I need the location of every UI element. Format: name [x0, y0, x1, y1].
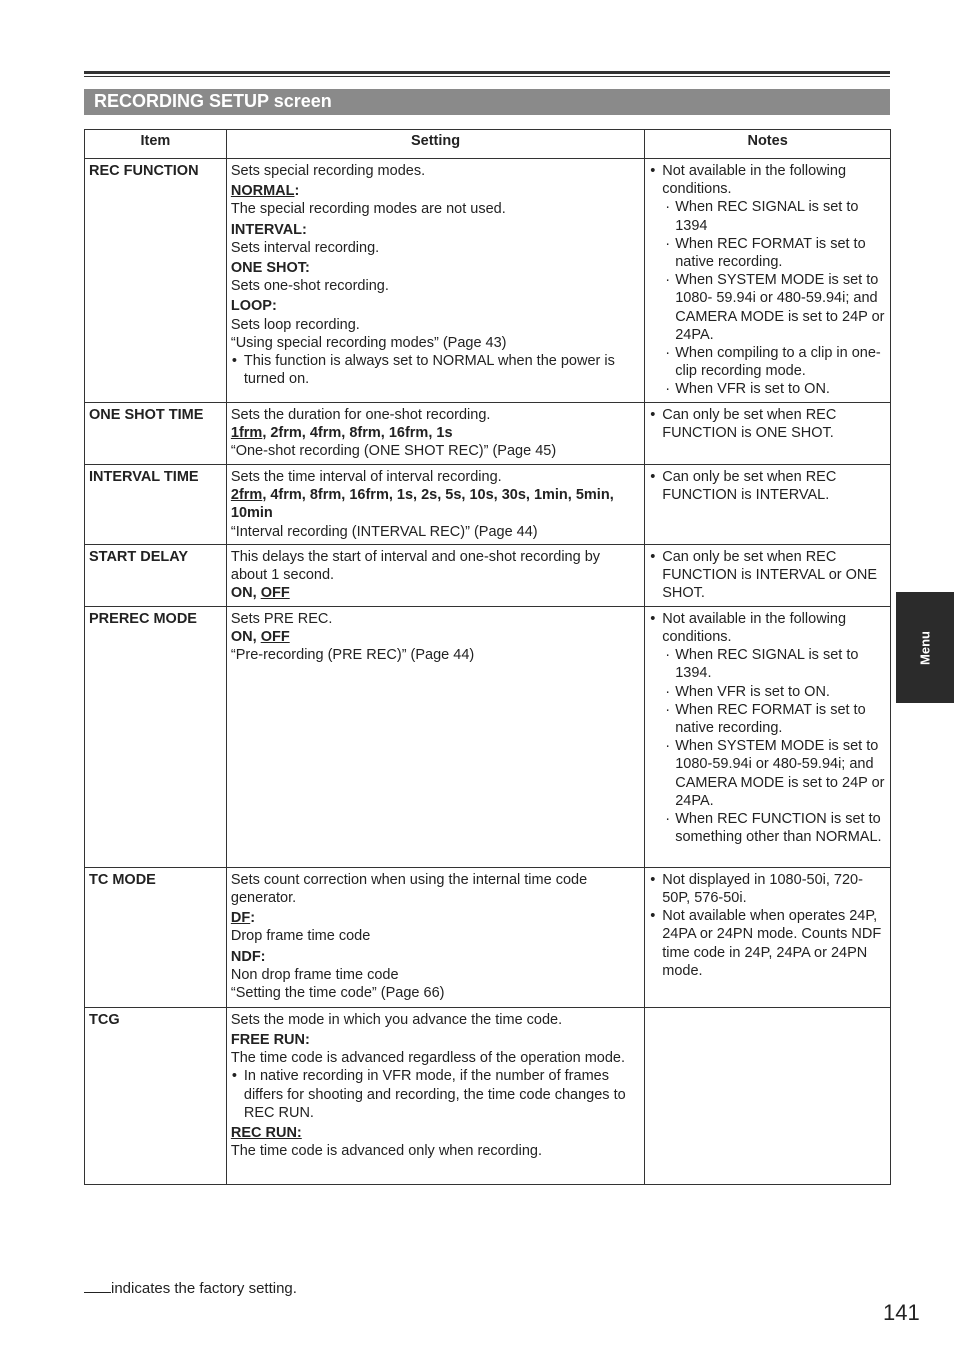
option-desc: Sets one-shot recording. [230, 278, 389, 295]
option-label: INTERVAL: [230, 221, 307, 238]
default-option: NORMAL [230, 183, 295, 200]
setting-cell [226, 606, 644, 867]
item-rec-function: REC FUNCTION [85, 159, 227, 403]
page-reference: “One-shot recording (ONE SHOT REC)” (Page 45) [230, 443, 557, 460]
footnote-text: indicates the factory setting. [111, 1280, 297, 1297]
option-on: ON, [230, 585, 261, 602]
setting-desc: This delays the start of interval and one-shot recording by about 1 second. [230, 548, 601, 584]
note-condition: · When VFR is set to ON. [649, 380, 886, 398]
notes-cell [645, 1007, 891, 1184]
bullet-note: • In native recording in VFR mode, if the number of frames differs for shooting and recording, the time code changes to REC RUN. [231, 1067, 640, 1122]
table-row [85, 403, 891, 465]
page-reference: “Using special recording modes” (Page 43) [230, 334, 507, 351]
notes-cell [645, 606, 891, 867]
column-header-item: Item [85, 130, 227, 159]
option-desc: Sets loop recording. [230, 316, 360, 333]
note-condition: · When VFR is set to ON. [649, 683, 886, 701]
default-option: OFF [260, 585, 290, 602]
note-condition: · When REC SIGNAL is set to 1394 [649, 198, 886, 234]
note-condition: · When SYSTEM MODE is set to 1080- 59.94i or 480-59.94i; and CAMERA MODE is set to 24P or 24PA. [649, 271, 886, 344]
setting-desc: Sets the duration for one-shot recording. [230, 407, 491, 423]
other-options: , 4frm, 8frm, 16frm, 1s, 2s, 5s, 10s, 30s, 1min, 5min, 10min [230, 487, 614, 522]
option-desc: Non drop frame time code [230, 966, 399, 983]
setting-desc: Sets the time interval of interval recording. [230, 469, 502, 485]
page-reference: “Pre-recording (PRE REC)” (Page 44) [230, 647, 475, 664]
note-condition: · When REC FORMAT is set to native recording. [649, 235, 886, 271]
setting-cell [226, 867, 644, 1007]
option-desc: The special recording modes are not used. [230, 201, 506, 218]
top-rule-thin [84, 76, 890, 77]
setting-desc: Sets PRE REC. [230, 610, 333, 627]
note-intro: • Not available in the following conditions. [649, 162, 886, 198]
table-row [85, 867, 891, 1007]
other-options: , 2frm, 4frm, 8frm, 16frm, 1s [262, 425, 453, 442]
option-label: DF: [230, 910, 256, 927]
setting-cell [226, 544, 644, 606]
option-on: ON, [230, 629, 261, 646]
note-condition: · When REC FORMAT is set to native recording. [649, 701, 886, 737]
note-condition: · When compiling to a clip in one-clip recording mode. [649, 344, 886, 380]
notes-cell [645, 544, 891, 606]
column-header-setting: Setting [226, 130, 644, 159]
setting-desc: Sets the mode in which you advance the time code. [230, 1011, 563, 1028]
option-label: FREE RUN: [230, 1032, 310, 1049]
option-list [231, 486, 640, 522]
option-label [231, 1124, 640, 1142]
notes-cell [645, 403, 891, 465]
default-option: REC RUN: [230, 1125, 302, 1142]
page-number: 141 [883, 1300, 920, 1325]
option-desc: The time code is advanced regardless of the operation mode. [230, 1050, 626, 1067]
table-row [85, 544, 891, 606]
side-tab-label: Menu [917, 630, 933, 665]
notes-cell [645, 159, 891, 403]
column-header-notes: Notes [645, 130, 891, 159]
note-intro: • Not available in the following conditions. [649, 610, 886, 646]
option-desc: The time code is advanced only when recording. [230, 1143, 542, 1160]
note: • Not displayed in 1080-50i, 720-50P, 576-50i. [649, 871, 886, 907]
menu-side-tab [896, 592, 954, 703]
item-interval-time: INTERVAL TIME [85, 465, 227, 545]
item-prerec-mode: PREREC MODE [85, 606, 227, 867]
item-start-delay: START DELAY [85, 544, 227, 606]
setting-desc: Sets special recording modes. [230, 163, 426, 179]
setting-cell [226, 159, 644, 403]
note-condition: · When REC FUNCTION is set to something other than NORMAL. [649, 810, 886, 846]
option-list [231, 628, 640, 646]
underline-blank [84, 1278, 111, 1293]
bullet-note: • This function is always set to NORMAL when the power is turned on. [231, 352, 640, 388]
setting-cell [226, 465, 644, 545]
page-reference: “Interval recording (INTERVAL REC)” (Page 44) [230, 523, 538, 540]
table-header-row [85, 130, 891, 159]
option-label: LOOP: [230, 298, 277, 315]
note: • Can only be set when REC FUNCTION is ONE SHOT. [649, 406, 886, 442]
option-desc: Drop frame time code [230, 928, 371, 945]
note: • Not available when operates 24P, 24PA or 24PN mode. Counts NDF time code in 24P, 24PA or 24PN mode. [649, 907, 886, 980]
top-rule [84, 71, 890, 74]
item-tc-mode: TC MODE [85, 867, 227, 1007]
note-condition: · When SYSTEM MODE is set to 1080-59.94i or 480-59.94i; and CAMERA MODE is set to 24P or 24PA. [649, 737, 886, 810]
table-row [85, 465, 891, 545]
setting-cell [226, 1007, 644, 1184]
setting-cell [226, 403, 644, 465]
default-option: 1frm [230, 425, 263, 442]
item-one-shot-time: ONE SHOT TIME [85, 403, 227, 465]
option-list [231, 424, 640, 442]
notes-cell [645, 867, 891, 1007]
setting-desc: Sets count correction when using the internal time code generator. [230, 871, 588, 907]
option-label: NDF: [230, 948, 266, 965]
note: • Can only be set when REC FUNCTION is INTERVAL or ONE SHOT. [649, 548, 886, 603]
notes-cell [645, 465, 891, 545]
page-reference: “Setting the time code” (Page 66) [230, 985, 445, 1002]
table-row [85, 606, 891, 867]
default-option: OFF [260, 629, 290, 646]
default-option: 2frm [230, 487, 263, 504]
table-row [85, 1007, 891, 1184]
default-option: DF [230, 910, 251, 927]
table-row [85, 159, 891, 403]
item-tcg: TCG [85, 1007, 227, 1184]
note: • Can only be set when REC FUNCTION is INTERVAL. [649, 468, 886, 504]
option-label: ONE SHOT: [230, 260, 310, 277]
note-condition: · When REC SIGNAL is set to 1394. [649, 646, 886, 682]
option-list [231, 584, 640, 602]
option-label: NORMAL: [230, 183, 300, 200]
footnote [84, 1278, 297, 1297]
settings-table [84, 129, 891, 1185]
section-title: RECORDING SETUP screen [84, 89, 890, 115]
option-desc: Sets interval recording. [230, 239, 380, 256]
